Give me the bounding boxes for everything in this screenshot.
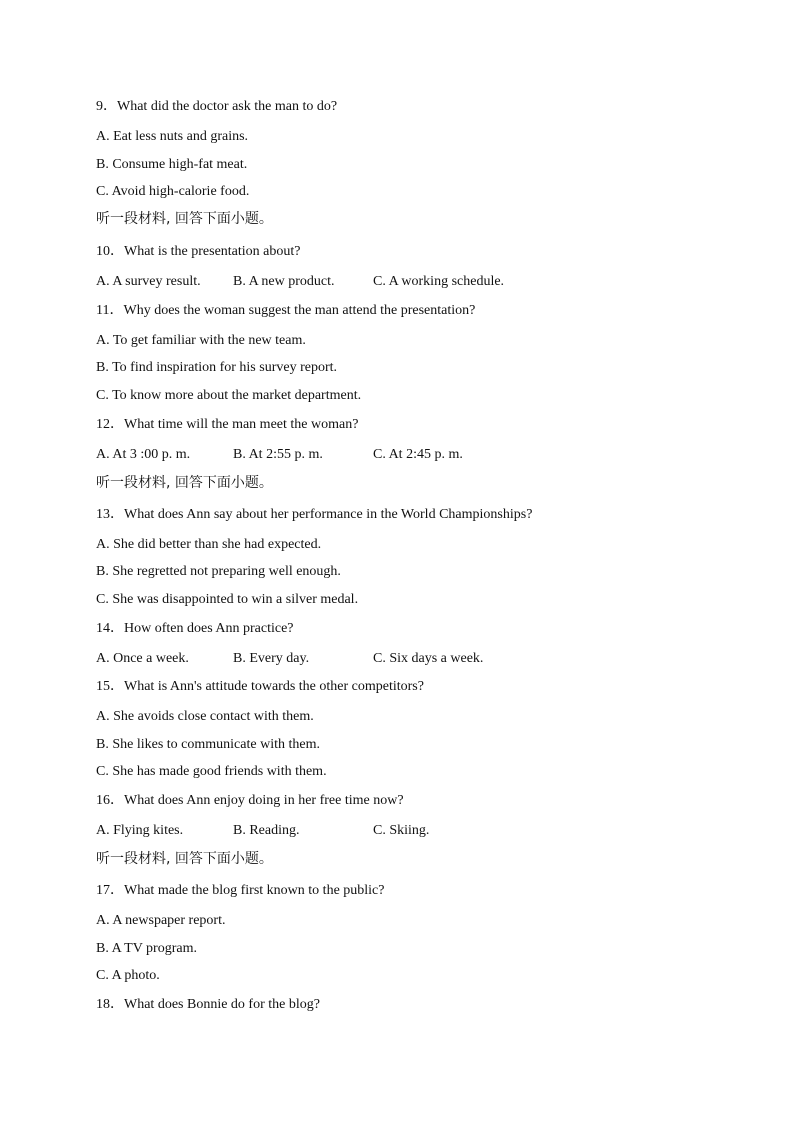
question-9-option-c: C. Avoid high-calorie food. (96, 184, 250, 199)
section-instruction: 听一段材料, 回答下面小题。 (96, 211, 273, 227)
question-13-option-b: B. She regretted not preparing well enough. (96, 564, 341, 579)
question-17-option-c: C. A photo. (96, 968, 160, 983)
question-15-option-b: B. She likes to communicate with them. (96, 737, 320, 752)
question-15-option-c: C. She has made good friends with them. (96, 764, 327, 779)
question-13-option-c: C. She was disappointed to win a silver medal. (96, 592, 359, 607)
question-18-stem: 18．What does Bonnie do for the blog? (96, 997, 320, 1012)
question-11-stem: 11．Why does the woman suggest the man attend the presentation? (96, 303, 476, 318)
question-16-stem: 16．What does Ann enjoy doing in her free time now? (96, 793, 404, 808)
question-16-option-c: C. Skiing. (373, 823, 430, 838)
question-9-stem: 9．What did the doctor ask the man to do? (96, 99, 338, 114)
question-13-stem: 13．What does Ann say about her performance in the World Championships? (96, 507, 533, 522)
question-16-options (96, 822, 430, 840)
question-11-option-b: B. To find inspiration for his survey report. (96, 360, 338, 375)
section-instruction: 听一段材料, 回答下面小题。 (96, 851, 273, 867)
question-17-option-a: A. A newspaper report. (96, 913, 226, 928)
question-10-stem: 10．What is the presentation about? (96, 244, 301, 259)
question-12-option-c: C. At 2:45 p. m. (373, 447, 463, 462)
question-12-stem: 12．What time will the man meet the woman? (96, 417, 359, 432)
question-14-stem: 14．How often does Ann practice? (96, 621, 294, 636)
question-9-option-a: A. Eat less nuts and grains. (96, 129, 249, 144)
question-11-option-a: A. To get familiar with the new team. (96, 333, 306, 348)
question-14-option-b: B. Every day. (233, 651, 310, 666)
question-14-option-a: A. Once a week. (96, 651, 189, 666)
question-14-options (96, 650, 484, 668)
question-12-option-b: B. At 2:55 p. m. (233, 447, 323, 462)
question-11-option-c: C. To know more about the market department. (96, 388, 362, 403)
question-15-stem: 15．What is Ann's attitude towards the other competitors? (96, 679, 424, 694)
question-16-option-b: B. Reading. (233, 823, 300, 838)
question-15-option-a: A. She avoids close contact with them. (96, 709, 314, 724)
question-12-option-a: A. At 3 :00 p. m. (96, 447, 191, 462)
question-10-option-b: B. A new product. (233, 274, 335, 289)
question-17-stem: 17．What made the blog first known to the public? (96, 883, 385, 898)
question-16-option-a: A. Flying kites. (96, 823, 184, 838)
question-10-option-c: C. A working schedule. (373, 274, 505, 289)
question-17-option-b: B. A TV program. (96, 941, 197, 956)
question-10-options (96, 273, 505, 291)
question-13-option-a: A. She did better than she had expected. (96, 537, 322, 552)
question-12-options (96, 446, 463, 464)
question-14-option-c: C. Six days a week. (373, 651, 484, 666)
section-instruction: 听一段材料, 回答下面小题。 (96, 475, 273, 491)
question-10-option-a: A. A survey result. (96, 274, 201, 289)
question-9-option-b: B. Consume high-fat meat. (96, 157, 248, 172)
